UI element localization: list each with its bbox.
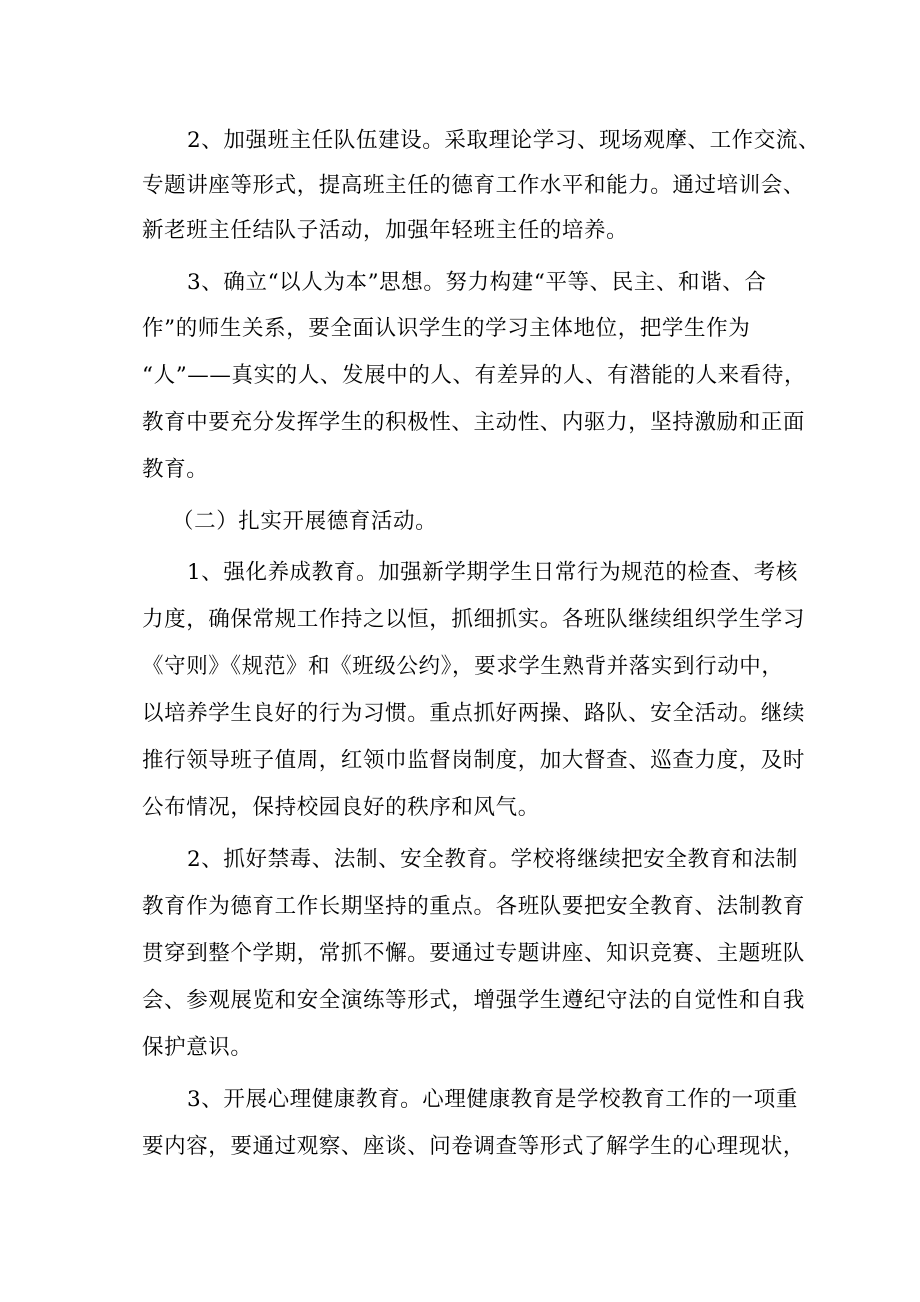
text-line: 力度，确保常规工作持之以恒，抓细抓实。各班队继续组织学生学习 [142, 607, 806, 632]
text-line: 公布情况，保持校园良好的秩序和风气。 [142, 795, 540, 820]
text-line: 会、参观展览和安全演练等形式，增强学生遵纪守法的自觉性和自我 [142, 988, 806, 1013]
text-line: 2、加强班主任队伍建设。采取理论学习、现场观摩、工作交流、 [187, 128, 821, 153]
text-line: 贯穿到整个学期，常抓不懈。要通过专题讲座、知识竞赛、主题班队 [142, 941, 806, 966]
text-line: 教育中要充分发挥学生的积极性、主动性、内驱力，坚持激励和正面 [142, 410, 806, 435]
text-line: 3、开展心理健康教育。心理健康教育是学校教育工作的一项重 [187, 1087, 798, 1112]
text-line: 保护意识。 [142, 1035, 253, 1060]
text-line: “人”——真实的人、发展中的人、有差异的人、有潜能的人来看待， [142, 363, 807, 388]
text-line: 推行领导班子值周，红领巾监督岗制度，加大督查、巡查力度，及时 [142, 748, 806, 773]
text-line: 1、强化养成教育。加强新学期学生日常行为规范的检查、考核 [187, 560, 798, 585]
text-line: 《守则》《规范》和《班级公约》，要求学生熟背并落实到行动中， [142, 654, 784, 679]
text-line: 教育作为德育工作长期坚持的重点。各班队要把安全教育、法制教育 [142, 894, 806, 919]
text-line: 教育。 [142, 457, 209, 482]
text-line: 要内容，要通过观察、座谈、问卷调查等形式了解学生的心理现状， [142, 1134, 806, 1159]
text-line: 作”的师生关系，要全面认识学生的学习主体地位，把学生作为 [142, 316, 751, 341]
section-heading: （二）扎实开展德育活动。 [172, 509, 438, 534]
text-line: 新老班主任结队子活动，加强年轻班主任的培养。 [142, 218, 629, 243]
text-line: 2、抓好禁毒、法制、安全教育。学校将继续把安全教育和法制 [187, 847, 798, 872]
text-line: 以培养学生良好的行为习惯。重点抓好两操、路队、安全活动。继续 [142, 701, 806, 726]
text-line: 3、确立“以人为本”思想。努力构建“平等、民主、和谐、合 [187, 270, 767, 295]
text-line: 专题讲座等形式，提高班主任的德育工作水平和能力。通过培训会、 [142, 173, 806, 198]
